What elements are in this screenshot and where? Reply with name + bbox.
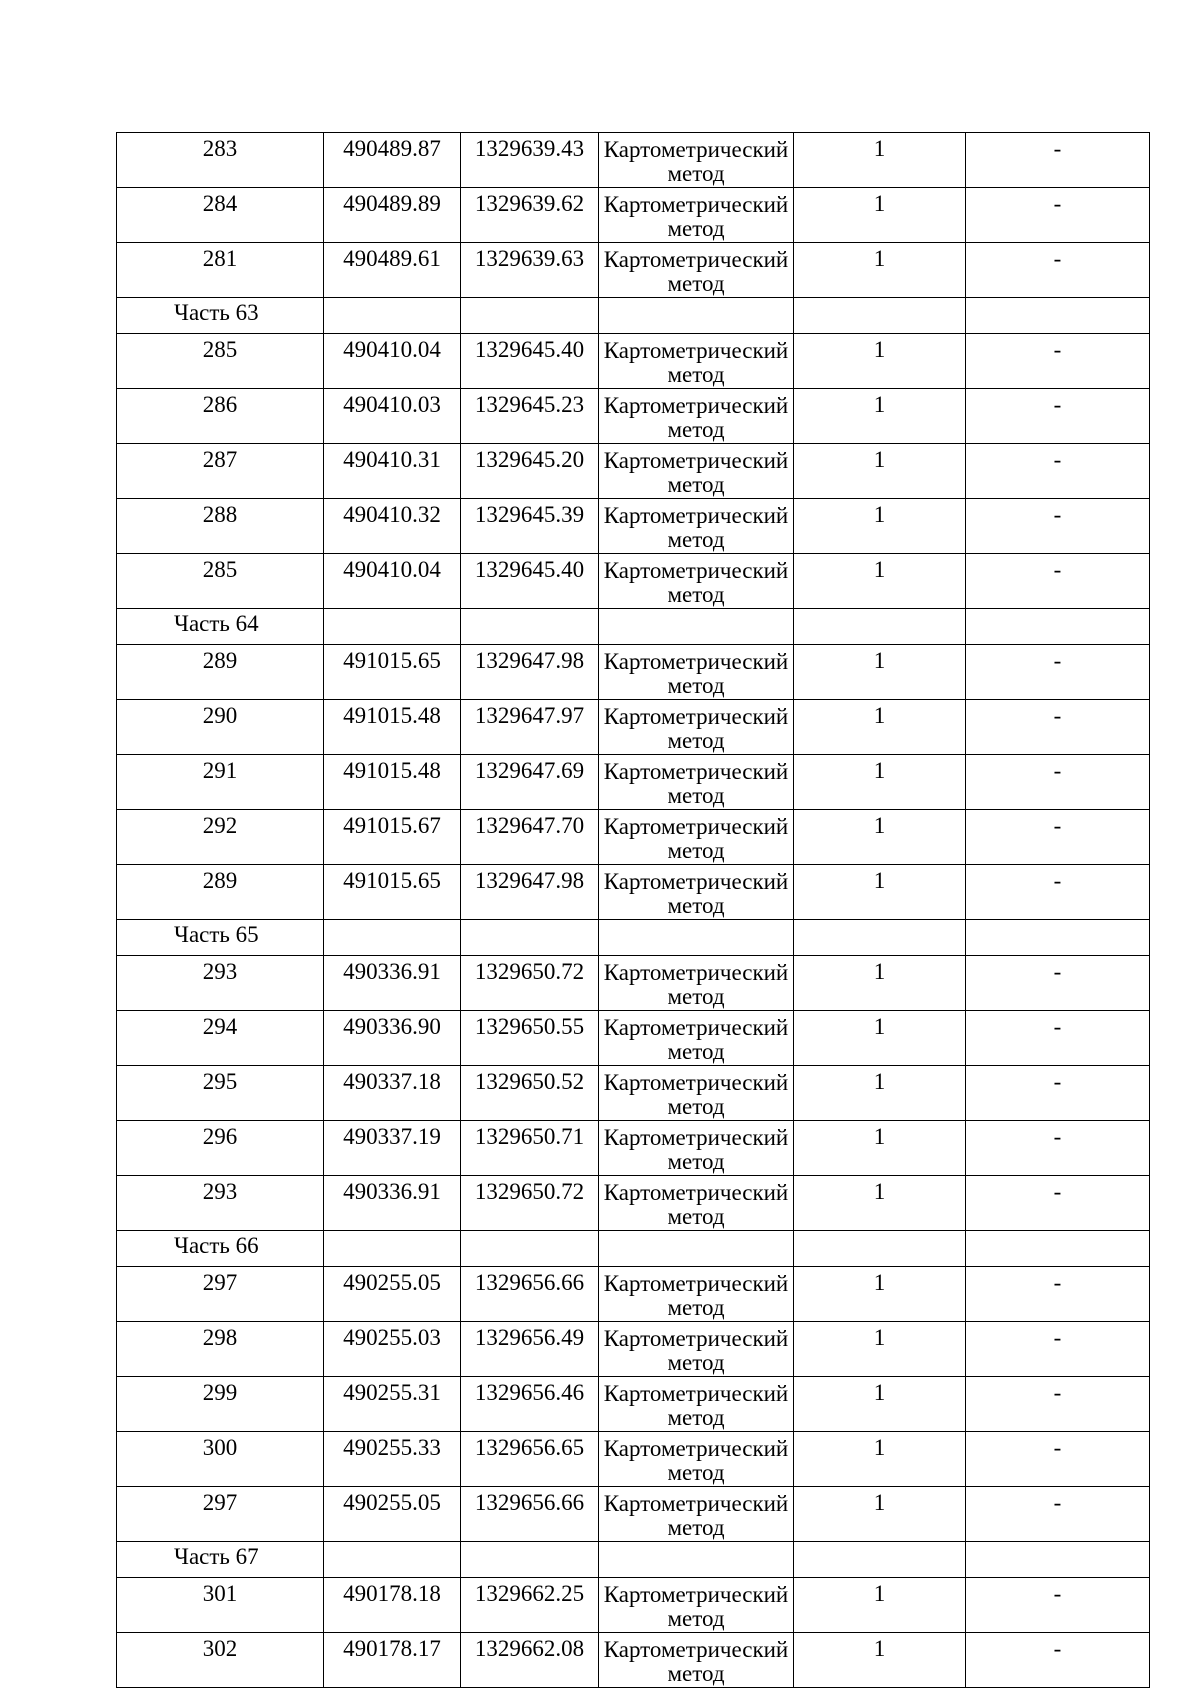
note-cell: - [966, 1322, 1150, 1377]
table-row [117, 700, 1150, 755]
method-text: метод [667, 527, 725, 552]
y-coordinate-cell: 1329650.52 [461, 1066, 599, 1121]
y-coordinate-cell: 1329639.63 [461, 243, 599, 298]
part-header-row [117, 609, 1150, 645]
method-cell [599, 1176, 794, 1231]
method-text: метод [667, 1661, 725, 1686]
method-text: метод [667, 1204, 725, 1229]
accuracy-cell: 1 [794, 1377, 966, 1432]
empty-cell [461, 1542, 599, 1578]
method-cell [599, 554, 794, 609]
note-cell: - [966, 956, 1150, 1011]
point-number-cell: 288 [117, 499, 324, 554]
empty-cell [599, 920, 794, 956]
y-coordinate-cell: 1329645.40 [461, 554, 599, 609]
part-header-row [117, 1231, 1150, 1267]
y-coordinate-cell: 1329645.39 [461, 499, 599, 554]
x-coordinate-cell: 491015.65 [324, 865, 461, 920]
accuracy-cell: 1 [794, 1633, 966, 1688]
method-cell [599, 1322, 794, 1377]
method-cell [599, 956, 794, 1011]
method-cell [599, 499, 794, 554]
note-cell: - [966, 188, 1150, 243]
note-cell: - [966, 1011, 1150, 1066]
note-cell: - [966, 389, 1150, 444]
point-number-cell: 281 [117, 243, 324, 298]
x-coordinate-cell: 490489.61 [324, 243, 461, 298]
y-coordinate-cell: 1329639.62 [461, 188, 599, 243]
x-coordinate-cell: 490255.31 [324, 1377, 461, 1432]
method-text: Картометрический [603, 393, 789, 418]
empty-cell [599, 1542, 794, 1578]
x-coordinate-cell: 490410.03 [324, 389, 461, 444]
method-text: Картометрический [603, 814, 789, 839]
accuracy-cell: 1 [794, 810, 966, 865]
method-text: метод [667, 271, 725, 296]
table-row [117, 956, 1150, 1011]
accuracy-cell: 1 [794, 243, 966, 298]
method-text: Картометрический [603, 448, 789, 473]
note-cell: - [966, 243, 1150, 298]
empty-cell [461, 920, 599, 956]
accuracy-cell: 1 [794, 133, 966, 188]
x-coordinate-cell: 490336.90 [324, 1011, 461, 1066]
accuracy-cell: 1 [794, 554, 966, 609]
y-coordinate-cell: 1329650.71 [461, 1121, 599, 1176]
accuracy-cell: 1 [794, 865, 966, 920]
y-coordinate-cell: 1329647.98 [461, 865, 599, 920]
method-text: Картометрический [603, 1582, 789, 1607]
method-cell [599, 334, 794, 389]
point-number-cell: 291 [117, 755, 324, 810]
table-row [117, 444, 1150, 499]
point-number-cell: 296 [117, 1121, 324, 1176]
table-row [117, 133, 1150, 188]
method-cell [599, 1066, 794, 1121]
table-row [117, 243, 1150, 298]
method-text: Картометрический [603, 1015, 789, 1040]
part-label: Часть 67 [117, 1542, 324, 1578]
note-cell: - [966, 1578, 1150, 1633]
method-cell [599, 389, 794, 444]
accuracy-cell: 1 [794, 499, 966, 554]
accuracy-cell: 1 [794, 1066, 966, 1121]
part-header-row [117, 920, 1150, 956]
method-text: Картометрический [603, 192, 789, 217]
point-number-cell: 297 [117, 1267, 324, 1322]
y-coordinate-cell: 1329647.70 [461, 810, 599, 865]
point-number-cell: 294 [117, 1011, 324, 1066]
note-cell: - [966, 1066, 1150, 1121]
method-text: Картометрический [603, 558, 789, 583]
y-coordinate-cell: 1329650.72 [461, 956, 599, 1011]
note-cell: - [966, 334, 1150, 389]
table-row [117, 865, 1150, 920]
y-coordinate-cell: 1329639.43 [461, 133, 599, 188]
method-cell [599, 645, 794, 700]
method-cell [599, 1267, 794, 1322]
table-row [117, 499, 1150, 554]
method-text: метод [667, 362, 725, 387]
part-label: Часть 64 [117, 609, 324, 645]
x-coordinate-cell: 490410.31 [324, 444, 461, 499]
note-cell: - [966, 444, 1150, 499]
y-coordinate-cell: 1329656.46 [461, 1377, 599, 1432]
table-row [117, 810, 1150, 865]
method-text: метод [667, 783, 725, 808]
method-text: метод [667, 1515, 725, 1540]
note-cell: - [966, 645, 1150, 700]
empty-cell [324, 1231, 461, 1267]
method-cell [599, 1432, 794, 1487]
method-text: Картометрический [603, 1491, 789, 1516]
method-text: метод [667, 984, 725, 1009]
point-number-cell: 285 [117, 334, 324, 389]
part-header-row [117, 1542, 1150, 1578]
table-row [117, 1176, 1150, 1231]
method-text: метод [667, 1606, 725, 1631]
x-coordinate-cell: 490255.33 [324, 1432, 461, 1487]
x-coordinate-cell: 491015.48 [324, 700, 461, 755]
accuracy-cell: 1 [794, 444, 966, 499]
x-coordinate-cell: 490489.89 [324, 188, 461, 243]
accuracy-cell: 1 [794, 1578, 966, 1633]
table-row [117, 334, 1150, 389]
note-cell: - [966, 1633, 1150, 1688]
method-text: метод [667, 1094, 725, 1119]
accuracy-cell: 1 [794, 334, 966, 389]
part-header-row [117, 298, 1150, 334]
method-text: метод [667, 582, 725, 607]
method-text: метод [667, 1460, 725, 1485]
point-number-cell: 301 [117, 1578, 324, 1633]
table-row [117, 554, 1150, 609]
x-coordinate-cell: 490255.05 [324, 1487, 461, 1542]
accuracy-cell: 1 [794, 1121, 966, 1176]
method-text: метод [667, 1039, 725, 1064]
point-number-cell: 293 [117, 1176, 324, 1231]
method-text: Картометрический [603, 1637, 789, 1662]
note-cell: - [966, 1267, 1150, 1322]
empty-cell [794, 1542, 966, 1578]
empty-cell [794, 609, 966, 645]
method-cell [599, 1011, 794, 1066]
method-text: Картометрический [603, 960, 789, 985]
method-cell [599, 188, 794, 243]
method-text: Картометрический [603, 1070, 789, 1095]
note-cell: - [966, 755, 1150, 810]
note-cell: - [966, 133, 1150, 188]
table-row [117, 1322, 1150, 1377]
point-number-cell: 295 [117, 1066, 324, 1121]
method-text: Картометрический [603, 1125, 789, 1150]
y-coordinate-cell: 1329656.66 [461, 1267, 599, 1322]
method-text: метод [667, 673, 725, 698]
point-number-cell: 284 [117, 188, 324, 243]
method-text: Картометрический [603, 649, 789, 674]
y-coordinate-cell: 1329647.97 [461, 700, 599, 755]
point-number-cell: 285 [117, 554, 324, 609]
method-text: Картометрический [603, 137, 789, 162]
y-coordinate-cell: 1329662.25 [461, 1578, 599, 1633]
x-coordinate-cell: 490178.17 [324, 1633, 461, 1688]
x-coordinate-cell: 491015.67 [324, 810, 461, 865]
empty-cell [461, 1231, 599, 1267]
x-coordinate-cell: 490410.04 [324, 334, 461, 389]
note-cell: - [966, 1377, 1150, 1432]
x-coordinate-cell: 490336.91 [324, 956, 461, 1011]
method-text: Картометрический [603, 869, 789, 894]
y-coordinate-cell: 1329662.08 [461, 1633, 599, 1688]
x-coordinate-cell: 490337.19 [324, 1121, 461, 1176]
y-coordinate-cell: 1329645.40 [461, 334, 599, 389]
empty-cell [324, 609, 461, 645]
y-coordinate-cell: 1329647.69 [461, 755, 599, 810]
method-text: Картометрический [603, 1381, 789, 1406]
table-row [117, 1487, 1150, 1542]
accuracy-cell: 1 [794, 389, 966, 444]
accuracy-cell: 1 [794, 1267, 966, 1322]
y-coordinate-cell: 1329656.66 [461, 1487, 599, 1542]
x-coordinate-cell: 491015.48 [324, 755, 461, 810]
part-label: Часть 65 [117, 920, 324, 956]
empty-cell [324, 1542, 461, 1578]
y-coordinate-cell: 1329656.65 [461, 1432, 599, 1487]
method-text: Картометрический [603, 759, 789, 784]
method-text: Картометрический [603, 1271, 789, 1296]
note-cell: - [966, 1487, 1150, 1542]
accuracy-cell: 1 [794, 755, 966, 810]
empty-cell [599, 609, 794, 645]
table-row [117, 1011, 1150, 1066]
x-coordinate-cell: 491015.65 [324, 645, 461, 700]
method-text: метод [667, 1350, 725, 1375]
method-cell [599, 444, 794, 499]
point-number-cell: 302 [117, 1633, 324, 1688]
method-text: Картометрический [603, 338, 789, 363]
table-row [117, 188, 1150, 243]
method-cell [599, 1121, 794, 1176]
table-row [117, 1267, 1150, 1322]
point-number-cell: 297 [117, 1487, 324, 1542]
empty-cell [324, 298, 461, 334]
part-label: Часть 66 [117, 1231, 324, 1267]
coordinates-table [116, 132, 1150, 1688]
empty-cell [461, 609, 599, 645]
x-coordinate-cell: 490255.05 [324, 1267, 461, 1322]
method-cell [599, 133, 794, 188]
y-coordinate-cell: 1329656.49 [461, 1322, 599, 1377]
y-coordinate-cell: 1329650.55 [461, 1011, 599, 1066]
method-cell [599, 755, 794, 810]
method-text: Картометрический [603, 704, 789, 729]
empty-cell [966, 920, 1150, 956]
note-cell: - [966, 554, 1150, 609]
method-text: метод [667, 216, 725, 241]
point-number-cell: 290 [117, 700, 324, 755]
table-row [117, 1066, 1150, 1121]
empty-cell [966, 298, 1150, 334]
empty-cell [794, 1231, 966, 1267]
table-row [117, 645, 1150, 700]
method-text: метод [667, 1149, 725, 1174]
method-cell [599, 700, 794, 755]
accuracy-cell: 1 [794, 1011, 966, 1066]
x-coordinate-cell: 490410.04 [324, 554, 461, 609]
method-cell [599, 1377, 794, 1432]
table-row [117, 1432, 1150, 1487]
accuracy-cell: 1 [794, 700, 966, 755]
accuracy-cell: 1 [794, 956, 966, 1011]
table-row [117, 755, 1150, 810]
table-body [117, 133, 1150, 1688]
empty-cell [966, 609, 1150, 645]
accuracy-cell: 1 [794, 188, 966, 243]
note-cell: - [966, 499, 1150, 554]
method-text: метод [667, 472, 725, 497]
y-coordinate-cell: 1329647.98 [461, 645, 599, 700]
note-cell: - [966, 810, 1150, 865]
accuracy-cell: 1 [794, 1322, 966, 1377]
method-text: Картометрический [603, 247, 789, 272]
method-text: метод [667, 417, 725, 442]
method-text: метод [667, 728, 725, 753]
note-cell: - [966, 700, 1150, 755]
method-cell [599, 810, 794, 865]
method-text: Картометрический [603, 503, 789, 528]
y-coordinate-cell: 1329645.23 [461, 389, 599, 444]
part-label: Часть 63 [117, 298, 324, 334]
empty-cell [599, 298, 794, 334]
table-row [117, 1633, 1150, 1688]
accuracy-cell: 1 [794, 1487, 966, 1542]
note-cell: - [966, 1121, 1150, 1176]
table-row [117, 389, 1150, 444]
accuracy-cell: 1 [794, 1176, 966, 1231]
x-coordinate-cell: 490255.03 [324, 1322, 461, 1377]
method-text: Картометрический [603, 1436, 789, 1461]
x-coordinate-cell: 490337.18 [324, 1066, 461, 1121]
method-text: метод [667, 161, 725, 186]
method-text: метод [667, 1405, 725, 1430]
table-row [117, 1121, 1150, 1176]
method-text: метод [667, 893, 725, 918]
note-cell: - [966, 865, 1150, 920]
table-row [117, 1578, 1150, 1633]
table-row [117, 1377, 1150, 1432]
empty-cell [461, 298, 599, 334]
point-number-cell: 292 [117, 810, 324, 865]
method-cell [599, 865, 794, 920]
method-text: метод [667, 838, 725, 863]
point-number-cell: 289 [117, 645, 324, 700]
method-cell [599, 1578, 794, 1633]
accuracy-cell: 1 [794, 1432, 966, 1487]
note-cell: - [966, 1432, 1150, 1487]
x-coordinate-cell: 490178.18 [324, 1578, 461, 1633]
point-number-cell: 298 [117, 1322, 324, 1377]
y-coordinate-cell: 1329645.20 [461, 444, 599, 499]
empty-cell [599, 1231, 794, 1267]
empty-cell [794, 298, 966, 334]
point-number-cell: 293 [117, 956, 324, 1011]
x-coordinate-cell: 490410.32 [324, 499, 461, 554]
y-coordinate-cell: 1329650.72 [461, 1176, 599, 1231]
method-cell [599, 1633, 794, 1688]
method-text: Картометрический [603, 1180, 789, 1205]
empty-cell [794, 920, 966, 956]
method-cell [599, 1487, 794, 1542]
method-cell [599, 243, 794, 298]
accuracy-cell: 1 [794, 645, 966, 700]
point-number-cell: 287 [117, 444, 324, 499]
point-number-cell: 283 [117, 133, 324, 188]
empty-cell [966, 1542, 1150, 1578]
method-text: метод [667, 1295, 725, 1320]
empty-cell [324, 920, 461, 956]
point-number-cell: 286 [117, 389, 324, 444]
method-text: Картометрический [603, 1326, 789, 1351]
empty-cell [966, 1231, 1150, 1267]
point-number-cell: 289 [117, 865, 324, 920]
x-coordinate-cell: 490336.91 [324, 1176, 461, 1231]
x-coordinate-cell: 490489.87 [324, 133, 461, 188]
note-cell: - [966, 1176, 1150, 1231]
point-number-cell: 299 [117, 1377, 324, 1432]
point-number-cell: 300 [117, 1432, 324, 1487]
